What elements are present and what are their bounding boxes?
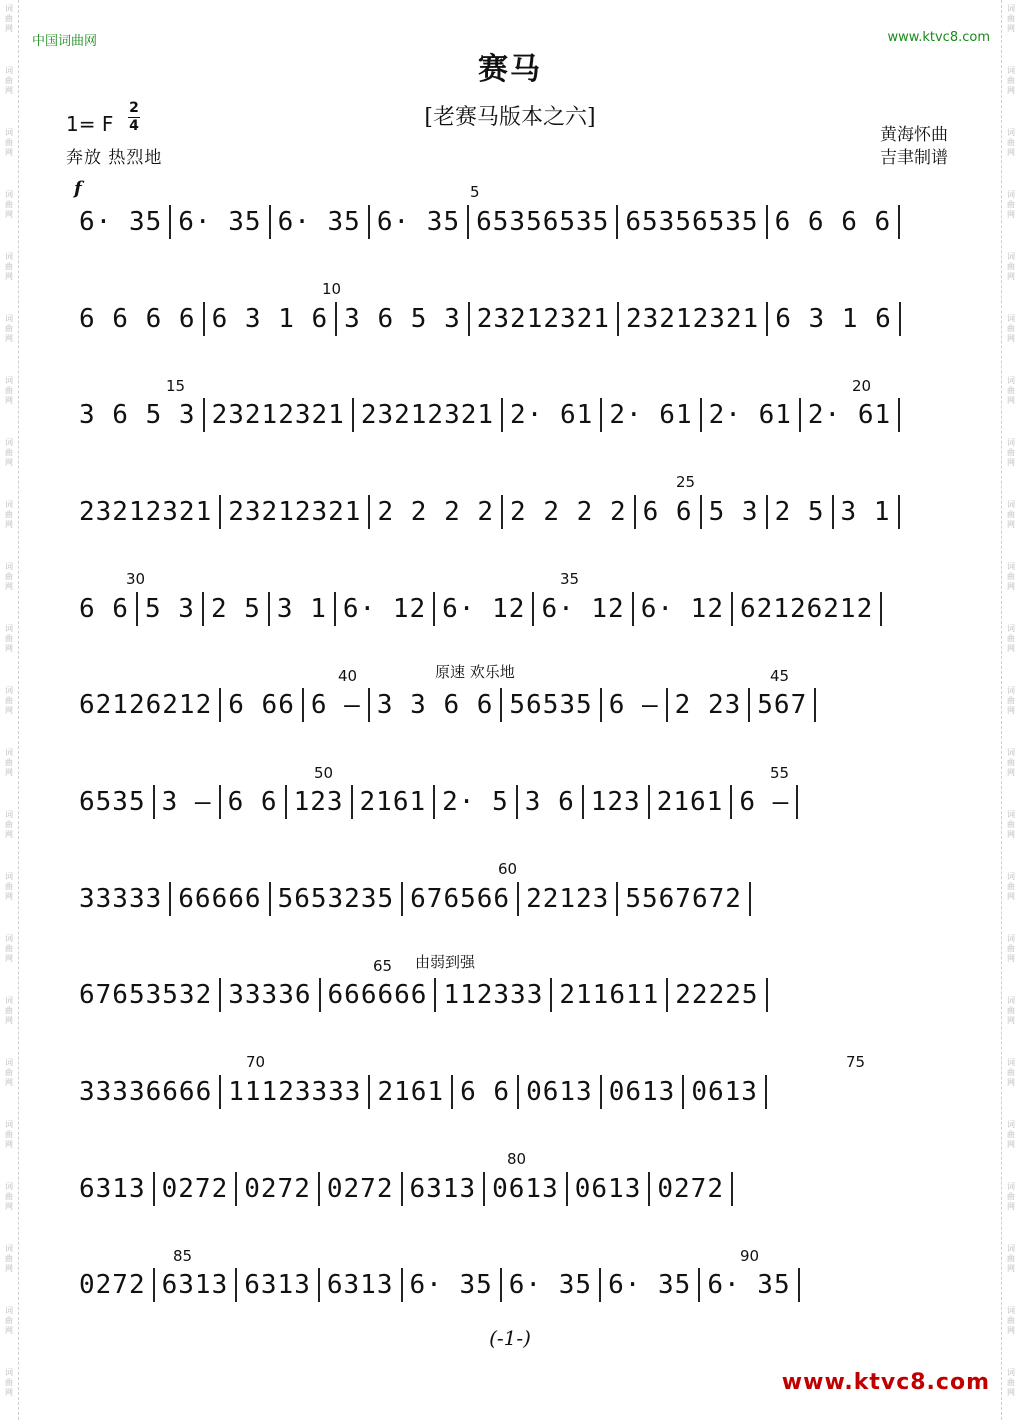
score-line <box>72 1075 972 1109</box>
measure: 2 2 2 2 <box>370 495 503 529</box>
margin-mark: 词曲网 <box>1007 252 1015 281</box>
measure: 62126212 <box>733 592 882 626</box>
measure: 6 3 1 6 <box>768 302 901 336</box>
key-signature: 1= F <box>66 112 114 136</box>
watermark-logo: www.ktvc8.com <box>781 1370 990 1395</box>
measure: 0613 <box>602 1075 685 1109</box>
margin-mark: 词曲网 <box>1007 934 1015 963</box>
margin-mark: 词曲网 <box>1007 1120 1015 1149</box>
measure-number: 30 <box>126 570 146 588</box>
margin-mark: 词曲网 <box>1007 500 1015 529</box>
time-signature-bottom: 4 <box>129 118 139 134</box>
measure: 6 3 1 6 <box>205 302 338 336</box>
measure: 5653235 <box>271 882 404 916</box>
measure-number: 35 <box>560 570 580 588</box>
margin-mark: 词曲网 <box>1007 128 1015 157</box>
measure-number: 85 <box>173 1247 193 1265</box>
margin-mark: 词曲网 <box>5 190 13 219</box>
measure: 2161 <box>353 785 436 819</box>
measure: 6· 35 <box>601 1268 700 1302</box>
measure: 6· 35 <box>370 205 469 239</box>
measure: 123 <box>584 785 650 819</box>
margin-mark: 词曲网 <box>1007 4 1015 33</box>
measure: 6 6 6 6 <box>768 205 901 239</box>
score-line <box>72 398 972 432</box>
measure: 23212321 <box>619 302 768 336</box>
measure: 2· 5 <box>435 785 518 819</box>
measure-number: 5 <box>470 183 480 201</box>
margin-mark: 词曲网 <box>5 128 13 157</box>
time-signature-top: 2 <box>129 100 139 116</box>
measure-number: 40 <box>338 667 358 685</box>
margin-mark: 词曲网 <box>5 252 13 281</box>
measure-number: 60 <box>498 860 518 878</box>
measure: 6313 <box>72 1172 155 1206</box>
measure: 3 3 6 6 <box>370 688 503 722</box>
margin-mark: 词曲网 <box>5 562 13 591</box>
left-margin-strip <box>0 0 19 1420</box>
margin-mark: 词曲网 <box>5 1120 13 1149</box>
margin-mark: 词曲网 <box>1007 1058 1015 1087</box>
margin-mark: 词曲网 <box>1007 190 1015 219</box>
margin-mark: 词曲网 <box>1007 872 1015 901</box>
measure: 23212321 <box>205 398 354 432</box>
margin-mark: 词曲网 <box>5 438 13 467</box>
measure-number: 90 <box>740 1247 760 1265</box>
measure: 2161 <box>370 1075 453 1109</box>
measure: 33336 <box>221 978 320 1012</box>
measure: 0613 <box>684 1075 767 1109</box>
margin-mark: 词曲网 <box>5 4 13 33</box>
measure: 6 66 <box>221 688 304 722</box>
score-line <box>72 1268 972 1302</box>
measure: 2· 61 <box>503 398 602 432</box>
measure: 5567672 <box>618 882 751 916</box>
measure: 6· 35 <box>271 205 370 239</box>
measure: 65356535 <box>469 205 618 239</box>
measure: 23212321 <box>354 398 503 432</box>
site-url-right: www.ktvc8.com <box>887 30 990 45</box>
measure: 67653532 <box>72 978 221 1012</box>
measure: 0613 <box>568 1172 651 1206</box>
measure-number: 65 <box>373 957 393 975</box>
measure: 6313 <box>237 1268 320 1302</box>
tempo-change-label: 原速 欢乐地 <box>435 663 515 681</box>
measure: 56535 <box>502 688 601 722</box>
measure: 6· 35 <box>502 1268 601 1302</box>
composer-credit: 黄海怀曲 <box>880 125 948 145</box>
measure: 6 – <box>304 688 370 722</box>
measure: 3 – <box>155 785 221 819</box>
margin-mark: 词曲网 <box>5 810 13 839</box>
score-line <box>72 495 972 529</box>
measure: 0272 <box>155 1172 238 1206</box>
measure: 23212321 <box>72 495 221 529</box>
measure: 6· 35 <box>72 205 171 239</box>
measure-number: 55 <box>770 764 790 782</box>
measure: 6 6 6 6 <box>72 302 205 336</box>
measure: 3 6 5 3 <box>337 302 470 336</box>
dynamic-forte: f <box>74 178 82 199</box>
margin-mark: 词曲网 <box>5 376 13 405</box>
margin-mark: 词曲网 <box>1007 624 1015 653</box>
measure: 2· 61 <box>702 398 801 432</box>
margin-mark: 词曲网 <box>1007 1306 1015 1335</box>
margin-mark: 词曲网 <box>5 1368 13 1397</box>
measure: 3 1 <box>270 592 336 626</box>
measure: 62126212 <box>72 688 221 722</box>
margin-mark: 词曲网 <box>5 1182 13 1211</box>
margin-mark: 词曲网 <box>5 748 13 777</box>
score-line <box>72 302 972 336</box>
measure: 6313 <box>320 1268 403 1302</box>
measure: 211611 <box>552 978 668 1012</box>
version-label: [老赛马版本之六] <box>424 105 596 130</box>
score-line <box>72 205 972 239</box>
margin-mark: 词曲网 <box>1007 438 1015 467</box>
page-number: (-1-) <box>489 1326 531 1350</box>
measure-number: 80 <box>507 1150 527 1168</box>
crescendo-label: 由弱到强 <box>415 953 476 971</box>
measure: 6 6 <box>72 592 138 626</box>
measure: 6· 35 <box>171 205 270 239</box>
measure: 6535 <box>72 785 155 819</box>
measure: 2 2 2 2 <box>503 495 636 529</box>
measure: 0613 <box>519 1075 602 1109</box>
measure: 123 <box>287 785 353 819</box>
margin-mark: 词曲网 <box>1007 1182 1015 1211</box>
margin-mark: 词曲网 <box>1007 562 1015 591</box>
measure: 6 – <box>732 785 798 819</box>
measure: 5 3 <box>702 495 768 529</box>
measure: 2 5 <box>204 592 270 626</box>
measure-number: 25 <box>676 473 696 491</box>
measure: 6 6 <box>221 785 287 819</box>
margin-mark: 词曲网 <box>5 314 13 343</box>
measure: 23212321 <box>221 495 370 529</box>
measure-number: 20 <box>852 377 872 395</box>
measure: 6 6 <box>636 495 702 529</box>
margin-mark: 词曲网 <box>1007 810 1015 839</box>
margin-mark: 词曲网 <box>5 1058 13 1087</box>
margin-mark: 词曲网 <box>1007 66 1015 95</box>
margin-mark: 词曲网 <box>5 500 13 529</box>
measure: 2 5 <box>768 495 834 529</box>
measure: 23212321 <box>470 302 619 336</box>
measure: 6· 12 <box>435 592 534 626</box>
arranger-credit: 吉聿制谱 <box>880 148 948 168</box>
measure: 0272 <box>320 1172 403 1206</box>
measure: 0272 <box>72 1268 155 1302</box>
score-line <box>72 592 972 626</box>
measure: 2161 <box>650 785 733 819</box>
measure: 6313 <box>403 1172 486 1206</box>
margin-mark: 词曲网 <box>5 1244 13 1273</box>
score-line <box>72 1172 972 1206</box>
measure: 33333 <box>72 882 171 916</box>
margin-mark: 词曲网 <box>5 1306 13 1335</box>
measure: 666666 <box>321 978 437 1012</box>
measure: 65356535 <box>618 205 767 239</box>
measure: 11123333 <box>221 1075 370 1109</box>
margin-mark: 词曲网 <box>5 934 13 963</box>
measure-number: 45 <box>770 667 790 685</box>
margin-mark: 词曲网 <box>5 66 13 95</box>
measure: 112333 <box>436 978 552 1012</box>
margin-mark: 词曲网 <box>5 996 13 1025</box>
margin-mark: 词曲网 <box>1007 748 1015 777</box>
site-name-left: 中国词曲网 <box>32 34 98 49</box>
score-line <box>72 978 972 1012</box>
margin-mark: 词曲网 <box>1007 686 1015 715</box>
margin-mark: 词曲网 <box>1007 996 1015 1025</box>
margin-mark: 词曲网 <box>5 624 13 653</box>
measure-number: 10 <box>322 280 342 298</box>
measure: 6313 <box>155 1268 238 1302</box>
margin-mark: 词曲网 <box>1007 1244 1015 1273</box>
measure: 2 23 <box>668 688 751 722</box>
measure: 22123 <box>519 882 618 916</box>
measure: 5 3 <box>138 592 204 626</box>
measure: 0272 <box>237 1172 320 1206</box>
margin-mark: 词曲网 <box>1007 314 1015 343</box>
measure: 3 1 <box>834 495 900 529</box>
measure: 66666 <box>171 882 270 916</box>
page-title: 赛马 <box>478 52 542 87</box>
measure-number: 50 <box>314 764 334 782</box>
measure: 6 6 <box>453 1075 519 1109</box>
margin-mark: 词曲网 <box>1007 376 1015 405</box>
measure: 6· 12 <box>336 592 435 626</box>
measure: 676566 <box>403 882 519 916</box>
right-margin-strip <box>1001 0 1020 1420</box>
measure: 3 6 5 3 <box>72 398 205 432</box>
measure: 6 – <box>602 688 668 722</box>
measure-number: 15 <box>166 377 186 395</box>
margin-mark: 词曲网 <box>1007 1368 1015 1397</box>
measure: 33336666 <box>72 1075 221 1109</box>
measure: 6· 12 <box>634 592 733 626</box>
measure: 0272 <box>650 1172 733 1206</box>
measure-number: 70 <box>246 1053 266 1071</box>
measure-number: 75 <box>846 1053 866 1071</box>
measure: 3 6 <box>518 785 584 819</box>
score-line <box>72 882 972 916</box>
measure: 2· 61 <box>801 398 900 432</box>
measure: 6· 35 <box>700 1268 799 1302</box>
measure: 6· 12 <box>534 592 633 626</box>
measure: 2· 61 <box>602 398 701 432</box>
score-line <box>72 785 972 819</box>
measure: 22225 <box>668 978 767 1012</box>
score-line <box>72 688 972 722</box>
measure: 6· 35 <box>403 1268 502 1302</box>
measure: 567 <box>750 688 816 722</box>
measure: 0613 <box>485 1172 568 1206</box>
margin-mark: 词曲网 <box>5 686 13 715</box>
margin-mark: 词曲网 <box>5 872 13 901</box>
tempo-marking: 奔放 热烈地 <box>66 148 163 168</box>
